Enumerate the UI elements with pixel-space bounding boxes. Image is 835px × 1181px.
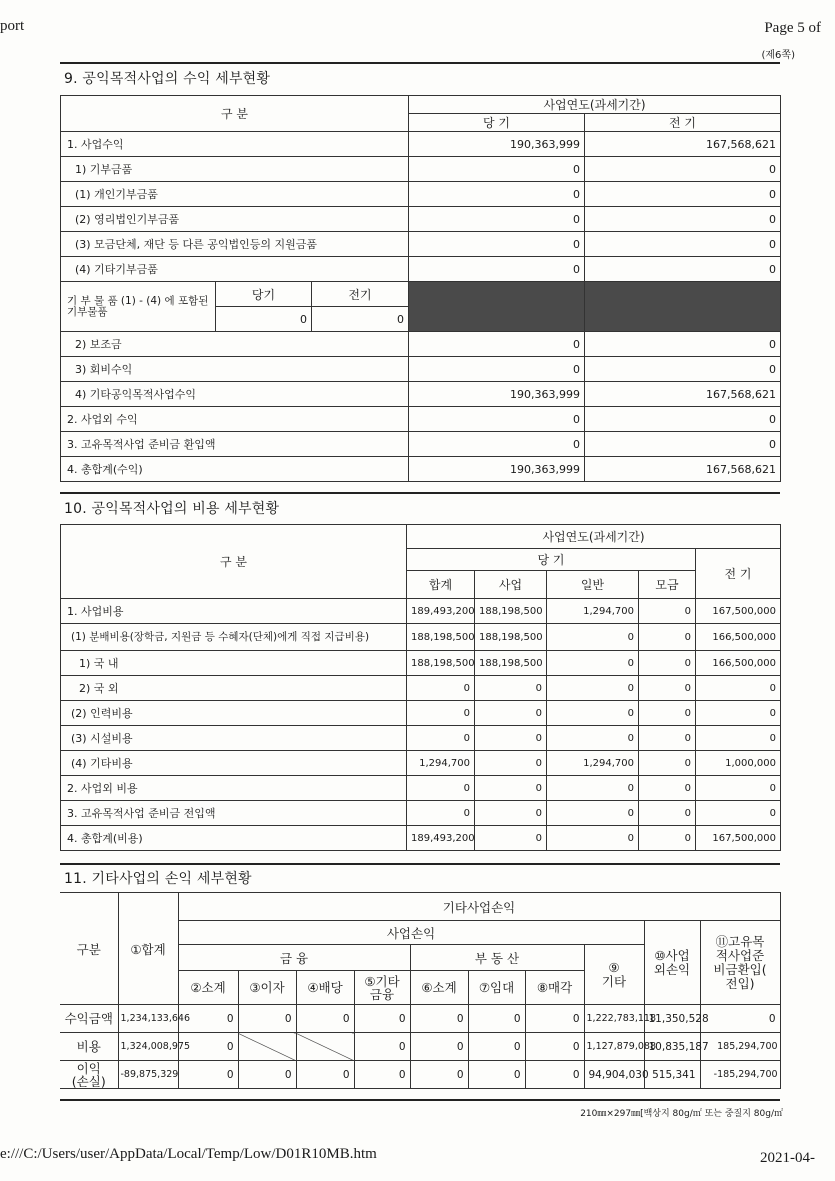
table-row xyxy=(61,701,781,726)
value-cell: 0 xyxy=(354,1033,410,1061)
value-cell: 0 xyxy=(475,676,547,701)
cur-value: 0 xyxy=(409,357,585,382)
value-cell: 1,127,879,088 xyxy=(584,1033,644,1061)
prev-value: 167,568,621 xyxy=(585,382,781,407)
table-row xyxy=(61,826,781,851)
value-cell: 0 xyxy=(639,701,696,726)
table-row xyxy=(61,624,781,651)
sub-header: 모금 xyxy=(639,571,696,599)
value-cell: 0 xyxy=(407,701,475,726)
sub-header: ⑦임대 xyxy=(468,971,525,1005)
prev-header: 전 기 xyxy=(696,549,781,599)
value-cell: 188,198,500 xyxy=(407,651,475,676)
prev-value: 0 xyxy=(585,257,781,282)
table-row xyxy=(61,357,781,382)
value-cell: 0 xyxy=(468,1061,525,1089)
sub-header: ⑧매각 xyxy=(525,971,584,1005)
shaded-cell xyxy=(409,282,585,332)
value-cell: 0 xyxy=(238,1061,296,1089)
cur-value: 0 xyxy=(409,182,585,207)
value-cell: 10,835,187 xyxy=(644,1033,700,1061)
value-cell: 0 xyxy=(639,776,696,801)
value-cell: 1,222,783,118 xyxy=(584,1005,644,1033)
row-label: (4) 기타비용 xyxy=(61,751,407,776)
value-cell: 0 xyxy=(407,676,475,701)
row-label: (1) 개인기부금품 xyxy=(61,182,409,207)
cur-value: 190,363,999 xyxy=(409,382,585,407)
table-row xyxy=(61,776,781,801)
table-row xyxy=(61,207,781,232)
prev-value: 0 xyxy=(585,232,781,257)
prev-value: 0 xyxy=(585,332,781,357)
value-cell: 188,198,500 xyxy=(475,651,547,676)
section-10-title: 10. 공익목적사업의 비용 세부현황 xyxy=(64,501,280,517)
value-cell: 0 xyxy=(696,801,781,826)
value-cell: 0 xyxy=(547,826,639,851)
reserve-header: ⑪고유목 적사업준 비금환입( 전입) xyxy=(700,921,780,1005)
col-gubun: 구분 xyxy=(60,893,118,1005)
value-cell: 0 xyxy=(178,1033,238,1061)
table-row xyxy=(61,132,781,157)
row-label: (1) 분배비용(장학금, 지원금 등 수혜자(단체)에게 직접 지급비용) xyxy=(61,624,407,651)
section-11-title: 11. 기타사업의 손익 세부현황 xyxy=(64,871,252,887)
row-label: 3) 회비수익 xyxy=(61,357,409,382)
value-cell: 0 xyxy=(407,726,475,751)
sub-header: ⑥소계 xyxy=(410,971,468,1005)
goods-prev-header: 전기 xyxy=(312,282,409,307)
value-cell: 189,493,200 xyxy=(407,826,475,851)
row-label: 2) 보조금 xyxy=(61,332,409,357)
value-cell: 167,500,000 xyxy=(696,599,781,624)
value-cell: 515,341 xyxy=(644,1061,700,1089)
value-cell: 0 xyxy=(525,1061,584,1089)
period-header: 사업연도(과세기간) xyxy=(407,525,781,549)
row-label: 4. 총합계(수익) xyxy=(61,457,409,482)
other-business-header: 기타사업손익 xyxy=(178,893,780,921)
value-cell: 0 xyxy=(475,701,547,726)
value-cell: 94,904,030 xyxy=(584,1061,644,1089)
top-rule xyxy=(60,62,780,64)
row-label: (4) 기타기부금품 xyxy=(61,257,409,282)
value-cell: 185,294,700 xyxy=(700,1033,780,1061)
value-cell: 0 xyxy=(696,676,781,701)
value-cell: 0 xyxy=(475,751,547,776)
cur-value: 0 xyxy=(409,207,585,232)
value-cell: 0 xyxy=(407,801,475,826)
etc-header: ⑨ 기타 xyxy=(584,945,644,1005)
value-cell: 0 xyxy=(696,701,781,726)
value-cell: 0 xyxy=(410,1033,468,1061)
value-cell: 0 xyxy=(547,651,639,676)
goods-cur-header: 당기 xyxy=(216,282,312,307)
sub-header: ④배당 xyxy=(296,971,354,1005)
value-cell: 0 xyxy=(525,1005,584,1033)
value-cell: 188,198,500 xyxy=(407,624,475,651)
table-row xyxy=(61,257,781,282)
sub-header: 일반 xyxy=(547,571,639,599)
value-cell: 0 xyxy=(639,651,696,676)
table-row xyxy=(61,232,781,257)
value-cell: 0 xyxy=(410,1005,468,1033)
cur-value: 0 xyxy=(409,407,585,432)
row-label: 1. 사업비용 xyxy=(61,599,407,624)
row-label: 3. 고유목적사업 준비금 환입액 xyxy=(61,432,409,457)
prev-value: 0 xyxy=(585,357,781,382)
revenue-table xyxy=(60,95,781,482)
value-cell: 0 xyxy=(475,801,547,826)
prev-value: 0 xyxy=(585,207,781,232)
paper-spec: 210㎜×297㎜[백상지 80g/㎡ 또는 중질지 80g/㎡ xyxy=(580,1109,783,1119)
sub-header: 사업 xyxy=(475,571,547,599)
value-cell: 1,294,700 xyxy=(547,751,639,776)
value-cell: 0 xyxy=(407,776,475,801)
value-cell: 1,294,700 xyxy=(407,751,475,776)
value-cell: 0 xyxy=(547,726,639,751)
value-cell: 166,500,000 xyxy=(696,651,781,676)
table-row xyxy=(60,1061,780,1089)
prev-value: 0 xyxy=(585,432,781,457)
row-label: 이익 (손실) xyxy=(60,1061,118,1089)
section-9-title: 9. 공익목적사업의 수익 세부현황 xyxy=(64,71,271,87)
value-cell: 1,234,133,646 xyxy=(118,1005,178,1033)
row-label: 3. 고유목적사업 준비금 전입액 xyxy=(61,801,407,826)
row-label: (2) 영리법인기부금품 xyxy=(61,207,409,232)
cur-value: 0 xyxy=(409,257,585,282)
value-cell: 0 xyxy=(639,726,696,751)
prev-value: 0 xyxy=(585,157,781,182)
value-cell: 0 xyxy=(700,1005,780,1033)
value-cell: 189,493,200 xyxy=(407,599,475,624)
value-cell: 0 xyxy=(354,1061,410,1089)
row-label: (3) 모금단체, 재단 등 다른 공익법인등의 지원금품 xyxy=(61,232,409,257)
browser-header-left: port xyxy=(0,18,25,34)
value-cell: 0 xyxy=(296,1005,354,1033)
prev-value: 0 xyxy=(585,407,781,432)
value-cell: 188,198,500 xyxy=(475,599,547,624)
row-label: 2) 국 외 xyxy=(61,676,407,701)
table-row xyxy=(61,432,781,457)
shaded-cell xyxy=(585,282,781,332)
row-label: 2. 사업외 비용 xyxy=(61,776,407,801)
cur-header: 당 기 xyxy=(407,549,696,571)
col-total: ①합계 xyxy=(118,893,178,1005)
value-cell: 0 xyxy=(468,1033,525,1061)
table-row xyxy=(61,751,781,776)
form-number: (제6쪽) xyxy=(761,50,795,61)
row-label: 비용 xyxy=(60,1033,118,1061)
cur-value: 0 xyxy=(409,432,585,457)
prev-value: 0 xyxy=(585,182,781,207)
business-pl-header: 사업손익 xyxy=(178,921,644,945)
value-cell: -185,294,700 xyxy=(700,1061,780,1089)
table-row xyxy=(60,1005,780,1033)
value-cell: 11,350,528 xyxy=(644,1005,700,1033)
value-cell xyxy=(238,1033,296,1061)
sub-header: ③이자 xyxy=(238,971,296,1005)
cur-value: 0 xyxy=(409,157,585,182)
cur-value: 190,363,999 xyxy=(409,132,585,157)
table-row xyxy=(60,1033,780,1061)
value-cell: 167,500,000 xyxy=(696,826,781,851)
row-label: 1) 국 내 xyxy=(61,651,407,676)
table-row xyxy=(61,801,781,826)
value-cell: 0 xyxy=(354,1005,410,1033)
value-cell: 0 xyxy=(639,599,696,624)
table-row xyxy=(61,407,781,432)
value-cell: 0 xyxy=(639,826,696,851)
realestate-header: 부 동 산 xyxy=(410,945,584,971)
print-date: 2021-04- xyxy=(760,1150,815,1166)
cur-header: 당 기 xyxy=(409,114,585,132)
goods-cur-value: 0 xyxy=(216,307,312,332)
prev-header: 전 기 xyxy=(585,114,781,132)
table-row xyxy=(61,382,781,407)
value-cell: 166,500,000 xyxy=(696,624,781,651)
row-label: (3) 시설비용 xyxy=(61,726,407,751)
value-cell: 1,294,700 xyxy=(547,599,639,624)
value-cell: 0 xyxy=(547,801,639,826)
value-cell: 1,324,008,975 xyxy=(118,1033,178,1061)
col-gubun: 구 분 xyxy=(61,96,409,132)
bottom-rule xyxy=(60,1099,780,1101)
cur-value: 0 xyxy=(409,232,585,257)
value-cell: 0 xyxy=(475,726,547,751)
prev-value: 167,568,621 xyxy=(585,132,781,157)
sub-header: ⑤기타 금융 xyxy=(354,971,410,1005)
nonop-header: ⑩사업 외손익 xyxy=(644,921,700,1005)
value-cell: 0 xyxy=(178,1005,238,1033)
table-row xyxy=(61,676,781,701)
value-cell: -89,875,329 xyxy=(118,1061,178,1089)
value-cell: 0 xyxy=(547,776,639,801)
expense-table xyxy=(60,524,781,851)
row-label: 4) 기타공익목적사업수익 xyxy=(61,382,409,407)
value-cell: 0 xyxy=(639,801,696,826)
value-cell: 188,198,500 xyxy=(475,624,547,651)
value-cell xyxy=(296,1033,354,1061)
value-cell: 0 xyxy=(639,676,696,701)
value-cell: 1,000,000 xyxy=(696,751,781,776)
col-gubun: 구 분 xyxy=(61,525,407,599)
cur-value: 190,363,999 xyxy=(409,457,585,482)
value-cell: 0 xyxy=(639,751,696,776)
row-label: (2) 인력비용 xyxy=(61,701,407,726)
sub-header: 합계 xyxy=(407,571,475,599)
value-cell: 0 xyxy=(238,1005,296,1033)
table-row xyxy=(61,457,781,482)
value-cell: 0 xyxy=(696,776,781,801)
value-cell: 0 xyxy=(547,676,639,701)
value-cell: 0 xyxy=(475,776,547,801)
row-label: 1. 사업수익 xyxy=(61,132,409,157)
row-label: 2. 사업외 수익 xyxy=(61,407,409,432)
value-cell: 0 xyxy=(525,1033,584,1061)
value-cell: 0 xyxy=(547,701,639,726)
page-number: Page 5 of xyxy=(764,20,821,36)
cur-value: 0 xyxy=(409,332,585,357)
row-label: 4. 총합계(비용) xyxy=(61,826,407,851)
period-header: 사업연도(과세기간) xyxy=(409,96,781,114)
value-cell: 0 xyxy=(410,1061,468,1089)
sub-header: ②소계 xyxy=(178,971,238,1005)
table-row xyxy=(61,651,781,676)
value-cell: 0 xyxy=(178,1061,238,1089)
value-cell: 0 xyxy=(639,624,696,651)
prev-value: 167,568,621 xyxy=(585,457,781,482)
value-cell: 0 xyxy=(475,826,547,851)
table-row xyxy=(61,726,781,751)
file-path: e:///C:/Users/user/AppData/Local/Temp/Low/D01R10MB.htm xyxy=(0,1146,377,1162)
finance-header: 금 융 xyxy=(178,945,410,971)
table-row xyxy=(61,157,781,182)
table-row xyxy=(61,599,781,624)
value-cell: 0 xyxy=(696,726,781,751)
row-label: 수익금액 xyxy=(60,1005,118,1033)
value-cell: 0 xyxy=(468,1005,525,1033)
goods-label: 기 부 물 품 (1) - (4) 에 포함된 기부물품 xyxy=(61,282,216,332)
value-cell: 0 xyxy=(296,1061,354,1089)
other-business-table xyxy=(60,892,781,1089)
value-cell: 0 xyxy=(547,624,639,651)
goods-prev-value: 0 xyxy=(312,307,409,332)
row-label: 1) 기부금품 xyxy=(61,157,409,182)
section-rule xyxy=(60,492,780,494)
table-row xyxy=(61,182,781,207)
table-row xyxy=(61,332,781,357)
section-rule xyxy=(60,863,780,865)
